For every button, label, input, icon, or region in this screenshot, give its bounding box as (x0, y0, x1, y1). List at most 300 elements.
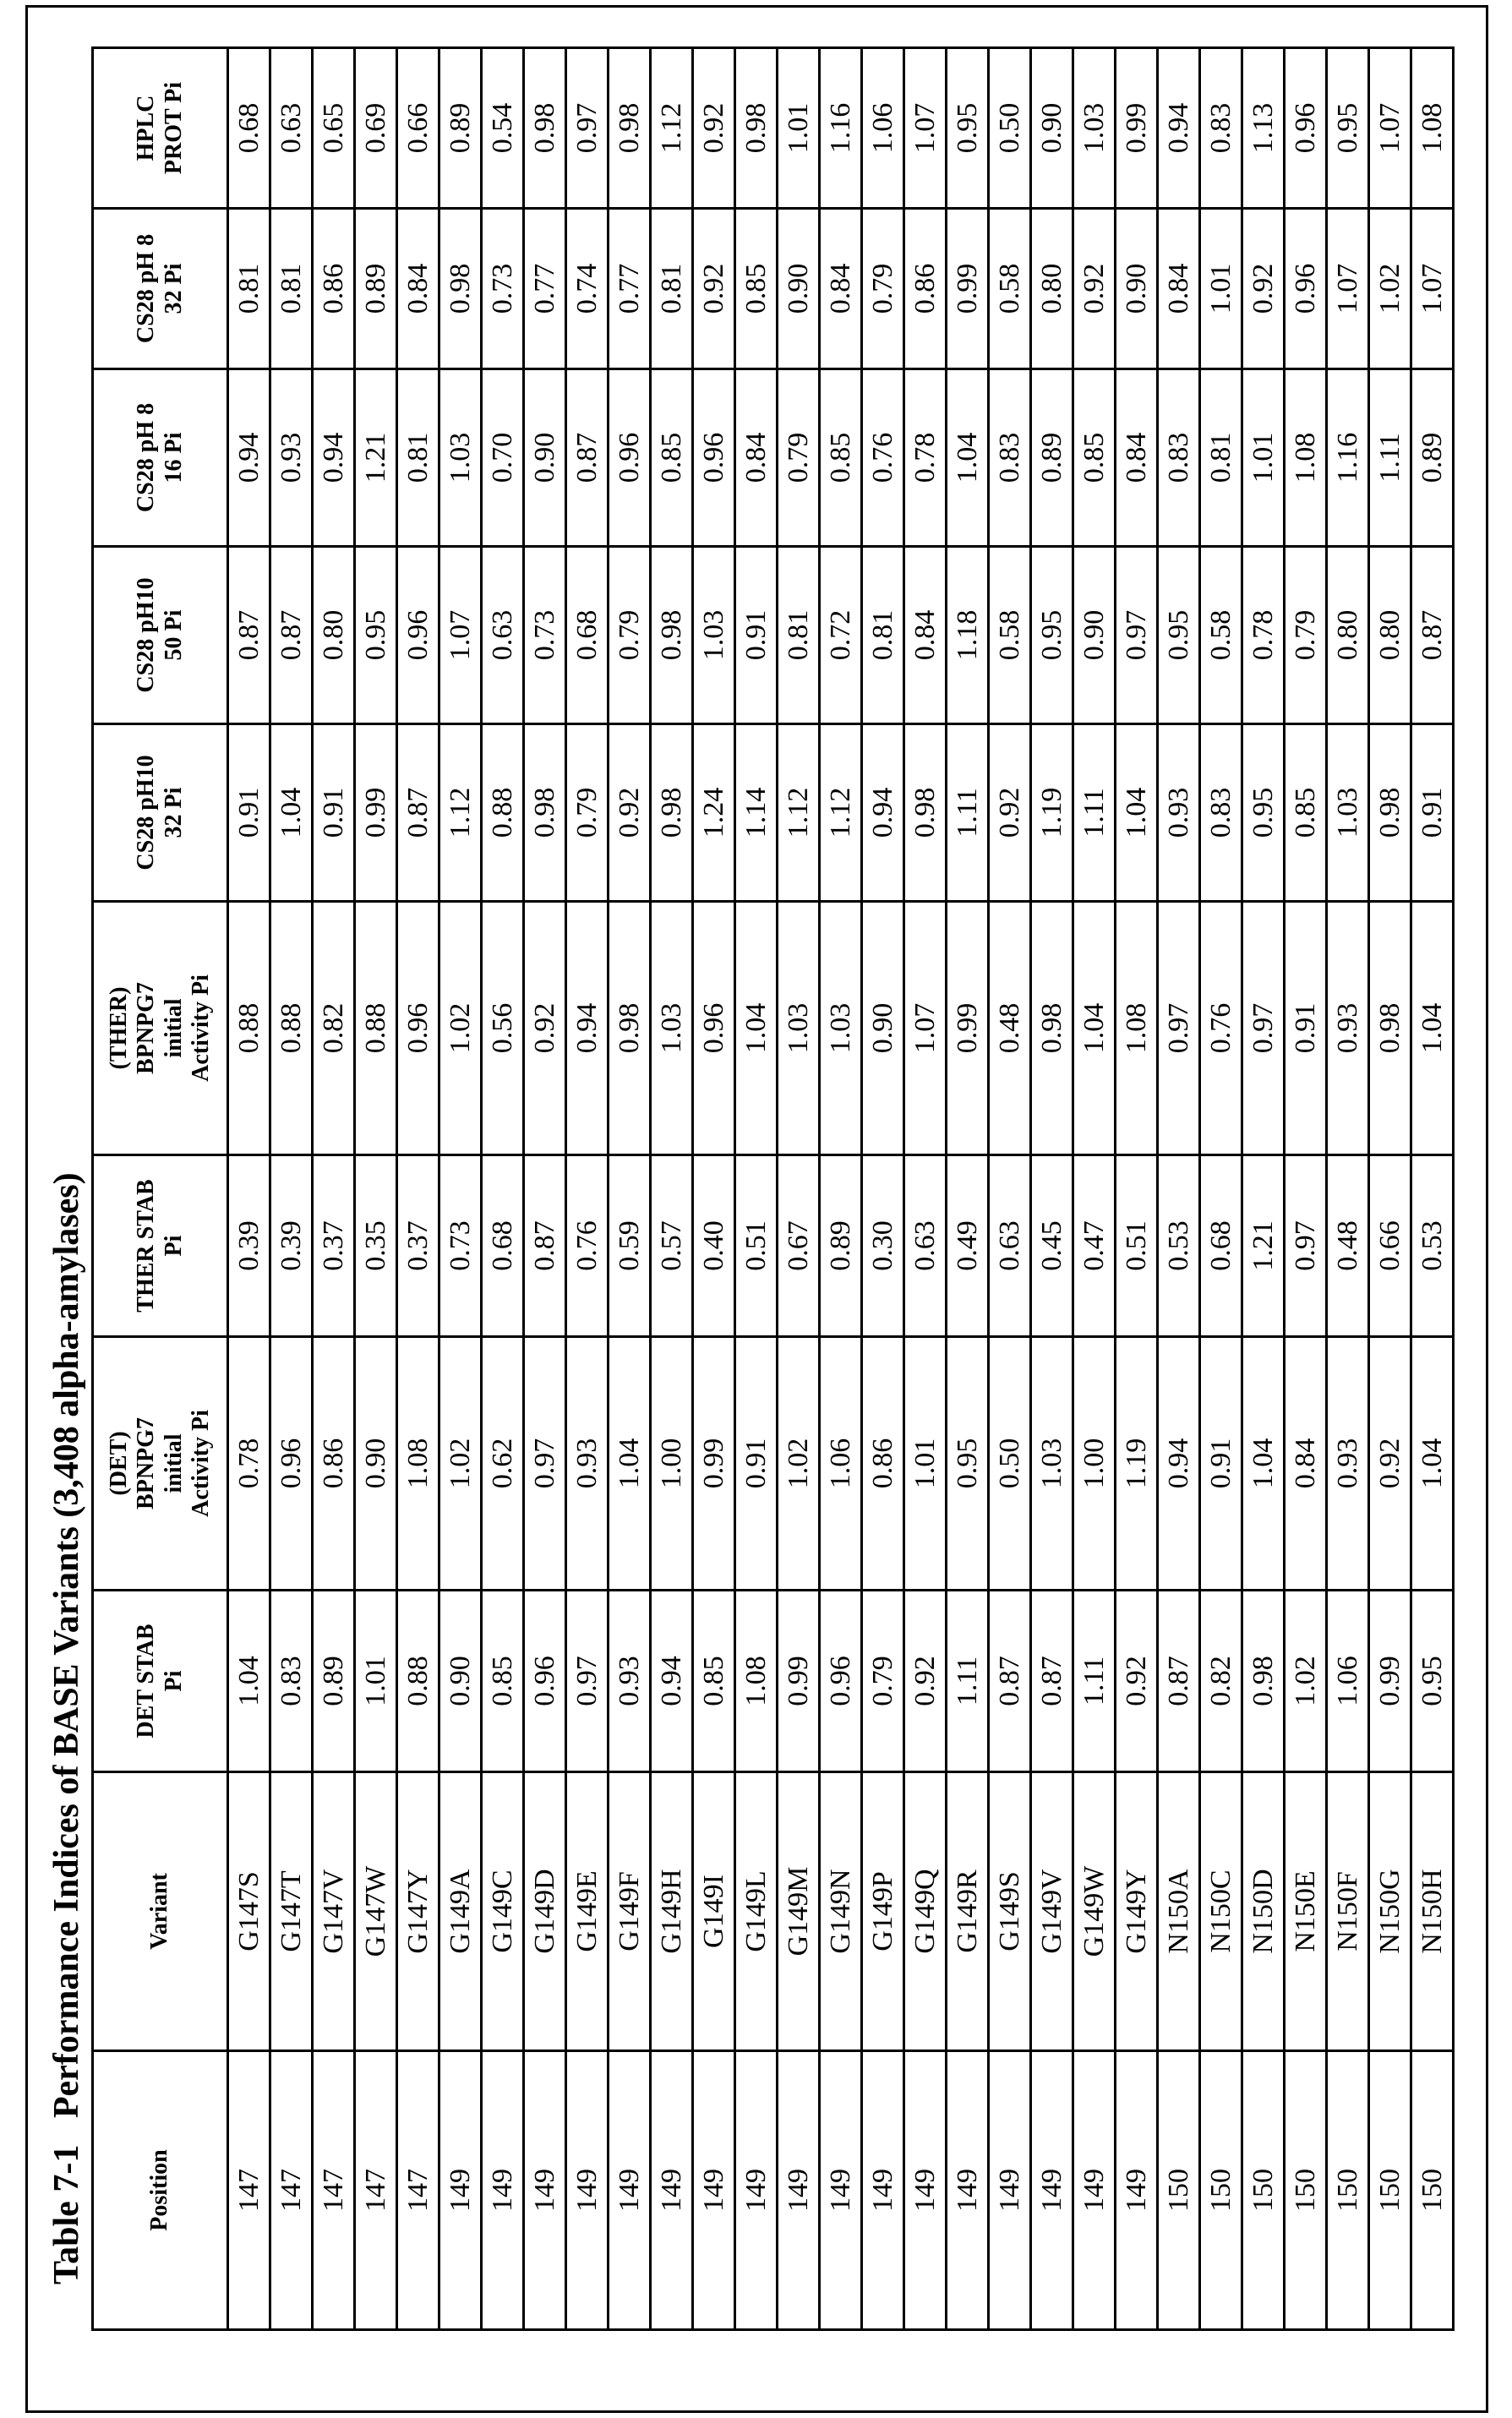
value-cell: 1.11 (1073, 724, 1116, 902)
position-cell: 149 (439, 2051, 482, 2330)
value-cell: 1.21 (355, 369, 397, 547)
value-cell: 0.89 (313, 1591, 355, 1772)
value-cell: 0.87 (524, 1155, 566, 1337)
column-header: Position (93, 2051, 228, 2330)
value-cell: 1.07 (904, 48, 947, 209)
position-cell: 147 (355, 2051, 397, 2330)
value-cell: 0.96 (524, 1591, 566, 1772)
value-cell: 1.04 (228, 1591, 270, 1772)
table-row (566, 48, 609, 2330)
column-header: THER STAB Pi (93, 1155, 228, 1337)
value-cell: 0.98 (1369, 902, 1411, 1155)
value-cell: 0.68 (482, 1155, 524, 1337)
value-cell: 1.04 (735, 902, 778, 1155)
table-row (1031, 48, 1073, 2330)
value-cell: 0.90 (355, 1337, 397, 1591)
value-cell: 1.08 (1116, 902, 1158, 1155)
value-cell: 0.89 (1411, 369, 1454, 547)
value-cell: 0.98 (904, 724, 947, 902)
value-cell: 0.79 (609, 547, 651, 724)
position-cell: 149 (862, 2051, 904, 2330)
table-row (524, 48, 566, 2330)
rotated-table-container (42, 49, 1471, 2331)
variant-cell: G147V (313, 1772, 355, 2051)
position-cell: 149 (1116, 2051, 1158, 2330)
value-cell: 0.68 (1200, 1155, 1242, 1337)
value-cell: 0.93 (1327, 1337, 1369, 1591)
value-cell: 0.91 (1285, 902, 1327, 1155)
value-cell: 0.59 (609, 1155, 651, 1337)
position-cell: 149 (482, 2051, 524, 2330)
value-cell: 0.84 (904, 547, 947, 724)
value-cell: 0.89 (355, 209, 397, 369)
value-cell: 0.54 (482, 48, 524, 209)
value-cell: 0.30 (862, 1155, 904, 1337)
value-cell: 0.76 (1200, 902, 1242, 1155)
value-cell: 0.86 (862, 1337, 904, 1591)
value-cell: 0.80 (313, 547, 355, 724)
value-cell: 0.98 (609, 48, 651, 209)
value-cell: 0.98 (1369, 724, 1411, 902)
value-cell: 0.84 (735, 369, 778, 547)
value-cell: 0.87 (989, 1591, 1031, 1772)
value-cell: 0.98 (735, 48, 778, 209)
value-cell: 0.97 (1158, 902, 1200, 1155)
value-cell: 1.03 (820, 902, 862, 1155)
value-cell: 0.78 (228, 1337, 270, 1591)
value-cell: 1.03 (439, 369, 482, 547)
value-cell: 0.98 (651, 724, 693, 902)
value-cell: 0.50 (989, 1337, 1031, 1591)
value-cell: 1.18 (947, 547, 989, 724)
variant-cell: G149R (947, 1772, 989, 2051)
value-cell: 0.35 (355, 1155, 397, 1337)
position-cell: 150 (1158, 2051, 1200, 2330)
value-cell: 0.87 (397, 724, 439, 902)
variant-cell: G149F (609, 1772, 651, 2051)
value-cell: 1.02 (439, 902, 482, 1155)
value-cell: 1.24 (693, 724, 735, 902)
value-cell: 1.03 (1031, 1337, 1073, 1591)
value-cell: 0.84 (1285, 1337, 1327, 1591)
value-cell: 1.04 (1411, 902, 1454, 1155)
value-cell: 1.03 (693, 547, 735, 724)
value-cell: 0.81 (862, 547, 904, 724)
value-cell: 1.11 (947, 724, 989, 902)
value-cell: 0.95 (947, 1337, 989, 1591)
position-cell: 149 (609, 2051, 651, 2330)
table-row (820, 48, 862, 2330)
value-cell: 0.93 (566, 1337, 609, 1591)
value-cell: 0.66 (397, 48, 439, 209)
table-row (1411, 48, 1454, 2330)
position-cell: 147 (397, 2051, 439, 2330)
value-cell: 0.98 (524, 724, 566, 902)
value-cell: 0.85 (735, 209, 778, 369)
table-row (1073, 48, 1116, 2330)
position-cell: 149 (735, 2051, 778, 2330)
value-cell: 0.99 (778, 1591, 820, 1772)
variant-cell: G149Y (1116, 1772, 1158, 2051)
value-cell: 0.90 (439, 1591, 482, 1772)
variant-cell: N150C (1200, 1772, 1242, 2051)
value-cell: 0.86 (313, 209, 355, 369)
value-cell: 1.01 (904, 1337, 947, 1591)
value-cell: 0.79 (566, 724, 609, 902)
variant-cell: G147T (270, 1772, 313, 2051)
value-cell: 0.88 (355, 902, 397, 1155)
value-cell: 1.21 (1242, 1155, 1285, 1337)
value-cell: 0.93 (1327, 902, 1369, 1155)
position-cell: 150 (1327, 2051, 1369, 2330)
position-cell: 150 (1242, 2051, 1285, 2330)
position-cell: 149 (1031, 2051, 1073, 2330)
performance-index-table (91, 46, 1455, 2331)
value-cell: 0.81 (1200, 369, 1242, 547)
value-cell: 1.01 (1200, 209, 1242, 369)
value-cell: 0.98 (439, 209, 482, 369)
position-cell: 149 (651, 2051, 693, 2330)
value-cell: 0.63 (904, 1155, 947, 1337)
value-cell: 0.78 (904, 369, 947, 547)
position-cell: 147 (228, 2051, 270, 2330)
table-row (904, 48, 947, 2330)
value-cell: 0.94 (1158, 1337, 1200, 1591)
variant-cell: G149M (778, 1772, 820, 2051)
value-cell: 0.92 (1369, 1337, 1411, 1591)
position-cell: 149 (820, 2051, 862, 2330)
variant-cell: N150A (1158, 1772, 1200, 2051)
value-cell: 1.00 (651, 1337, 693, 1591)
value-cell: 0.37 (313, 1155, 355, 1337)
value-cell: 0.96 (397, 547, 439, 724)
position-cell: 149 (566, 2051, 609, 2330)
value-cell: 1.16 (1327, 369, 1369, 547)
variant-cell: N150D (1242, 1772, 1285, 2051)
variant-cell: N150E (1285, 1772, 1327, 2051)
value-cell: 0.90 (778, 209, 820, 369)
position-cell: 147 (270, 2051, 313, 2330)
value-cell: 0.63 (270, 48, 313, 209)
column-header: CS28 pH10 32 Pi (93, 724, 228, 902)
value-cell: 0.88 (270, 902, 313, 1155)
value-cell: 0.83 (989, 369, 1031, 547)
value-cell: 0.87 (1158, 1591, 1200, 1772)
value-cell: 1.02 (1369, 209, 1411, 369)
value-cell: 0.98 (524, 48, 566, 209)
value-cell: 0.45 (1031, 1155, 1073, 1337)
value-cell: 1.04 (1116, 724, 1158, 902)
value-cell: 0.51 (1116, 1155, 1158, 1337)
value-cell: 0.88 (228, 902, 270, 1155)
value-cell: 1.08 (1285, 369, 1327, 547)
variant-cell: G147Y (397, 1772, 439, 2051)
value-cell: 0.88 (397, 1591, 439, 1772)
value-cell: 0.56 (482, 902, 524, 1155)
value-cell: 0.94 (862, 724, 904, 902)
value-cell: 0.89 (1031, 369, 1073, 547)
value-cell: 0.80 (1327, 547, 1369, 724)
value-cell: 0.77 (609, 209, 651, 369)
value-cell: 1.08 (397, 1337, 439, 1591)
variant-cell: G149I (693, 1772, 735, 2051)
value-cell: 0.73 (524, 547, 566, 724)
value-cell: 0.96 (270, 1337, 313, 1591)
value-cell: 0.95 (355, 547, 397, 724)
table-row (1116, 48, 1158, 2330)
value-cell: 0.90 (862, 902, 904, 1155)
table-row (1158, 48, 1200, 2330)
value-cell: 0.97 (566, 1591, 609, 1772)
value-cell: 0.79 (1285, 547, 1327, 724)
value-cell: 0.99 (1369, 1591, 1411, 1772)
table-row (482, 48, 524, 2330)
value-cell: 0.49 (947, 1155, 989, 1337)
value-cell: 0.73 (439, 1155, 482, 1337)
table-row (651, 48, 693, 2330)
value-cell: 0.99 (947, 902, 989, 1155)
value-cell: 0.94 (1158, 48, 1200, 209)
value-cell: 0.58 (989, 209, 1031, 369)
value-cell: 0.53 (1158, 1155, 1200, 1337)
value-cell: 0.68 (228, 48, 270, 209)
value-cell: 1.07 (439, 547, 482, 724)
position-cell: 149 (989, 2051, 1031, 2330)
value-cell: 0.84 (1158, 209, 1200, 369)
value-cell: 0.97 (1116, 547, 1158, 724)
value-cell: 0.48 (989, 902, 1031, 1155)
table-row (989, 48, 1031, 2330)
variant-cell: G147S (228, 1772, 270, 2051)
value-cell: 0.83 (1200, 724, 1242, 902)
value-cell: 0.96 (820, 1591, 862, 1772)
value-cell: 1.12 (820, 724, 862, 902)
value-cell: 0.82 (313, 902, 355, 1155)
value-cell: 0.99 (355, 724, 397, 902)
table-row (355, 48, 397, 2330)
value-cell: 0.72 (820, 547, 862, 724)
variant-cell: G149V (1031, 1772, 1073, 2051)
value-cell: 0.91 (313, 724, 355, 902)
position-cell: 149 (778, 2051, 820, 2330)
value-cell: 1.12 (778, 724, 820, 902)
value-cell: 1.07 (1369, 48, 1411, 209)
value-cell: 0.81 (270, 209, 313, 369)
value-cell: 0.91 (1411, 724, 1454, 902)
table-row (1242, 48, 1285, 2330)
value-cell: 0.39 (270, 1155, 313, 1337)
value-cell: 0.66 (1369, 1155, 1411, 1337)
value-cell: 0.95 (1158, 547, 1200, 724)
value-cell: 0.90 (524, 369, 566, 547)
value-cell: 1.02 (439, 1337, 482, 1591)
value-cell: 0.92 (904, 1591, 947, 1772)
value-cell: 1.04 (1242, 1337, 1285, 1591)
value-cell: 1.12 (651, 48, 693, 209)
value-cell: 0.65 (313, 48, 355, 209)
variant-cell: G149N (820, 1772, 862, 2051)
value-cell: 0.81 (651, 209, 693, 369)
value-cell: 0.99 (947, 209, 989, 369)
value-cell: 0.92 (1073, 209, 1116, 369)
value-cell: 1.04 (609, 1337, 651, 1591)
variant-cell: N150F (1327, 1772, 1369, 2051)
value-cell: 0.95 (947, 48, 989, 209)
value-cell: 0.98 (609, 902, 651, 1155)
position-cell: 149 (524, 2051, 566, 2330)
value-cell: 1.12 (439, 724, 482, 902)
value-cell: 0.94 (651, 1591, 693, 1772)
value-cell: 0.85 (651, 369, 693, 547)
value-cell: 0.92 (1116, 1591, 1158, 1772)
value-cell: 1.02 (778, 1337, 820, 1591)
value-cell: 0.92 (693, 209, 735, 369)
position-cell: 149 (693, 2051, 735, 2330)
value-cell: 0.94 (228, 369, 270, 547)
value-cell: 0.77 (524, 209, 566, 369)
value-cell: 0.96 (397, 902, 439, 1155)
column-header: (THER) BPNPG7 initial Activity Pi (93, 902, 228, 1155)
value-cell: 0.96 (1285, 48, 1327, 209)
variant-cell: G149C (482, 1772, 524, 2051)
value-cell: 0.91 (735, 1337, 778, 1591)
value-cell: 0.81 (228, 209, 270, 369)
value-cell: 0.80 (1031, 209, 1073, 369)
value-cell: 0.93 (1158, 724, 1200, 902)
value-cell: 1.04 (1073, 902, 1116, 1155)
value-cell: 0.76 (566, 1155, 609, 1337)
value-cell: 0.87 (566, 369, 609, 547)
table-row (228, 48, 270, 2330)
position-cell: 150 (1369, 2051, 1411, 2330)
variant-cell: G149L (735, 1772, 778, 2051)
value-cell: 0.68 (566, 547, 609, 724)
table-row (778, 48, 820, 2330)
value-cell: 1.01 (355, 1591, 397, 1772)
value-cell: 0.81 (778, 547, 820, 724)
value-cell: 0.95 (1411, 1591, 1454, 1772)
value-cell: 1.00 (1073, 1337, 1116, 1591)
value-cell: 1.07 (1327, 209, 1369, 369)
table-row (313, 48, 355, 2330)
value-cell: 0.98 (1031, 902, 1073, 1155)
value-cell: 0.93 (270, 369, 313, 547)
value-cell: 1.11 (1073, 1591, 1116, 1772)
value-cell: 0.82 (1200, 1591, 1242, 1772)
value-cell: 0.99 (693, 1337, 735, 1591)
value-cell: 0.96 (693, 369, 735, 547)
value-cell: 1.01 (778, 48, 820, 209)
value-cell: 0.97 (1285, 1155, 1327, 1337)
value-cell: 1.13 (1242, 48, 1285, 209)
variant-cell: G149H (651, 1772, 693, 2051)
value-cell: 1.03 (778, 902, 820, 1155)
variant-cell: N150H (1411, 1772, 1454, 2051)
value-cell: 1.06 (820, 1337, 862, 1591)
value-cell: 0.92 (989, 724, 1031, 902)
value-cell: 0.85 (693, 1591, 735, 1772)
value-cell: 1.06 (1327, 1591, 1369, 1772)
value-cell: 0.97 (1242, 902, 1285, 1155)
value-cell: 0.84 (1116, 369, 1158, 547)
value-cell: 1.07 (1411, 209, 1454, 369)
position-cell: 150 (1411, 2051, 1454, 2330)
table-row (862, 48, 904, 2330)
value-cell: 1.04 (947, 369, 989, 547)
value-cell: 0.57 (651, 1155, 693, 1337)
value-cell: 0.92 (609, 724, 651, 902)
value-cell: 1.01 (1242, 369, 1285, 547)
table-body (228, 48, 1454, 2330)
value-cell: 0.85 (1073, 369, 1116, 547)
value-cell: 0.81 (397, 369, 439, 547)
value-cell: 0.50 (989, 48, 1031, 209)
table-row (1200, 48, 1242, 2330)
value-cell: 0.67 (778, 1155, 820, 1337)
value-cell: 1.07 (904, 902, 947, 1155)
table-row (735, 48, 778, 2330)
table-row (609, 48, 651, 2330)
value-cell: 0.83 (1200, 48, 1242, 209)
value-cell: 0.39 (228, 1155, 270, 1337)
value-cell: 0.48 (1327, 1155, 1369, 1337)
value-cell: 1.19 (1031, 724, 1073, 902)
value-cell: 0.85 (1285, 724, 1327, 902)
table-header-row (93, 48, 228, 2330)
variant-cell: G147W (355, 1772, 397, 2051)
column-header: HPLC PROT Pi (93, 48, 228, 209)
value-cell: 0.73 (482, 209, 524, 369)
position-cell: 149 (904, 2051, 947, 2330)
value-cell: 0.95 (1031, 547, 1073, 724)
variant-cell: G149S (989, 1772, 1031, 2051)
value-cell: 0.90 (1073, 547, 1116, 724)
value-cell: 0.90 (1031, 48, 1073, 209)
value-cell: 0.51 (735, 1155, 778, 1337)
value-cell: 1.04 (270, 724, 313, 902)
value-cell: 1.11 (1369, 369, 1411, 547)
value-cell: 0.91 (1200, 1337, 1242, 1591)
value-cell: 0.86 (904, 209, 947, 369)
value-cell: 0.98 (1242, 1591, 1285, 1772)
column-header: CS28 pH 8 16 Pi (93, 369, 228, 547)
value-cell: 0.40 (693, 1155, 735, 1337)
value-cell: 0.58 (1200, 547, 1242, 724)
variant-cell: G149P (862, 1772, 904, 2051)
value-cell: 0.83 (270, 1591, 313, 1772)
value-cell: 0.87 (1411, 547, 1454, 724)
value-cell: 0.79 (862, 209, 904, 369)
value-cell: 0.63 (482, 547, 524, 724)
value-cell: 0.53 (1411, 1155, 1454, 1337)
position-cell: 149 (1073, 2051, 1116, 2330)
column-header: Variant (93, 1772, 228, 2051)
value-cell: 0.89 (820, 1155, 862, 1337)
value-cell: 0.69 (355, 48, 397, 209)
value-cell: 0.37 (397, 1155, 439, 1337)
column-header: CS28 pH10 50 Pi (93, 547, 228, 724)
value-cell: 0.63 (989, 1155, 1031, 1337)
table-row (1369, 48, 1411, 2330)
value-cell: 0.87 (228, 547, 270, 724)
position-cell: 149 (947, 2051, 989, 2330)
variant-cell: N150G (1369, 1772, 1411, 2051)
value-cell: 0.94 (566, 902, 609, 1155)
table-row (270, 48, 313, 2330)
value-cell: 0.97 (566, 48, 609, 209)
position-cell: 147 (313, 2051, 355, 2330)
variant-cell: G149D (524, 1772, 566, 2051)
